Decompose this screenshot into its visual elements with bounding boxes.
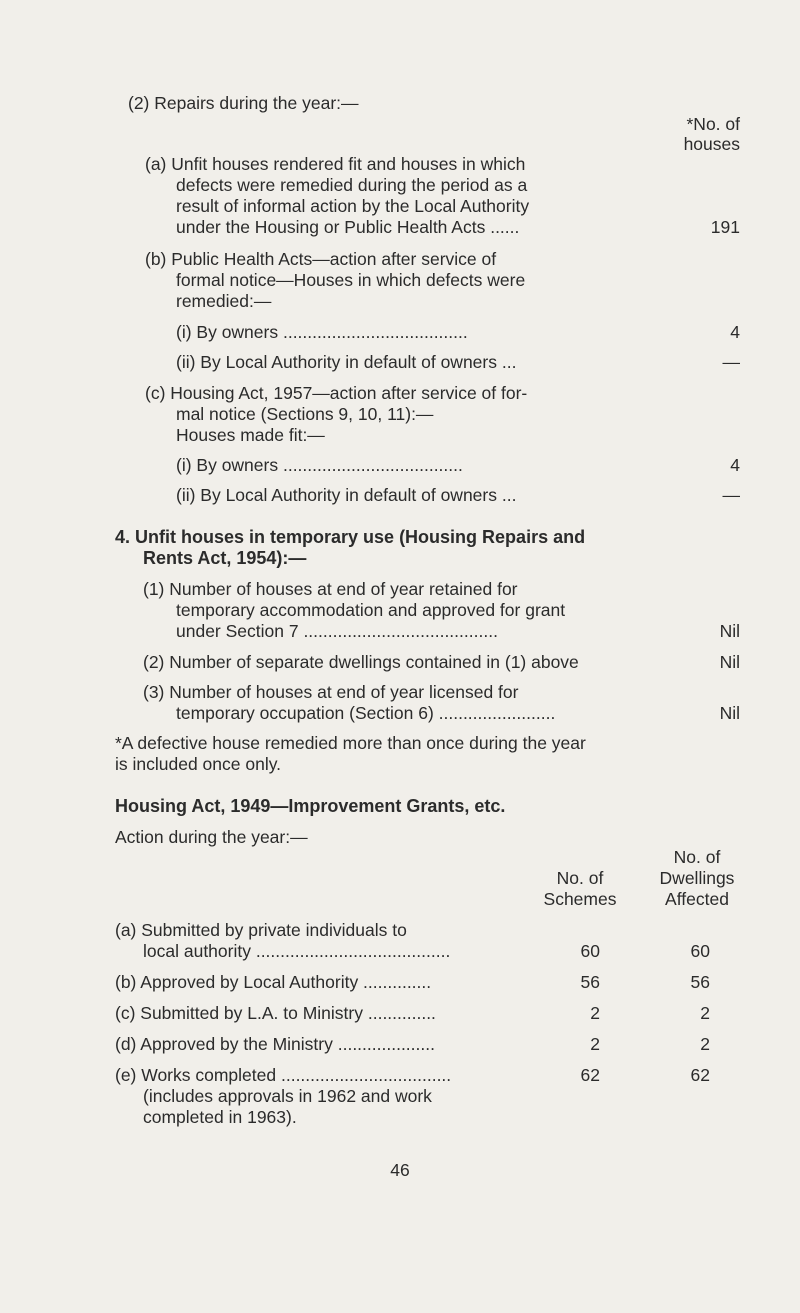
unfit-item3-value: Nil [719,703,740,723]
repairs-heading: (2) Repairs during the year:— [128,93,359,113]
repairs-a-line1: (a) Unfit houses rendered fit and houses in which [145,154,526,174]
repairs-col-header-2: houses [683,134,740,154]
footnote-line2: is included once only. [115,754,282,774]
repairs-a-value: 191 [710,217,740,237]
grants-subheading: Action during the year:— [115,827,308,847]
repairs-c-i-value: 4 [730,455,740,475]
grants-row-e-schemes: 62 [580,1065,600,1085]
repairs-c-line3: Houses made fit:— [176,425,325,445]
unfit-item3-line1: (3) Number of houses at end of year licensed for [143,682,519,702]
grants-row-c-schemes: 2 [590,1003,600,1023]
col-dwellings-header-2: Dwellings [659,868,735,888]
repairs-c-line2: mal notice (Sections 9, 10, 11):— [176,404,434,424]
repairs-b-i-value: 4 [730,322,740,342]
grants-row-d-dwellings: 2 [700,1034,710,1054]
unfit-item2-label: (2) Number of separate dwellings contained in (1) above [143,652,579,672]
repairs-a-line3: result of informal action by the Local Authority [176,196,530,216]
grants-heading: Housing Act, 1949—Improvement Grants, etc. [115,796,506,816]
grants-row-e-label: (e) Works completed ................................... [115,1065,452,1085]
grants-row-a-label: (a) Submitted by private individuals to [115,920,407,940]
unfit-heading-line1: 4. Unfit houses in temporary use (Housing Repairs and [115,527,586,547]
unfit-item2-value: Nil [719,652,740,672]
unfit-item1-line2: temporary accommodation and approved for grant [176,600,566,620]
grants-row-e-dwellings: 62 [690,1065,710,1085]
grants-row-d-schemes: 2 [590,1034,600,1054]
footnote-line1: *A defective house remedied more than once during the year [115,733,586,753]
repairs-c-ii-value: — [722,485,740,505]
unfit-item1-line1: (1) Number of houses at end of year retained for [143,579,518,599]
repairs-b-line3: remedied:— [176,291,272,311]
grants-row-d-label: (d) Approved by the Ministry .................... [115,1034,435,1054]
unfit-heading-line2: Rents Act, 1954):— [143,548,307,568]
repairs-col-header-1: *No. of [686,114,740,134]
repairs-c-line1: (c) Housing Act, 1957—action after service of for- [145,383,528,403]
grants-row-b-label: (b) Approved by Local Authority .............. [115,972,432,992]
repairs-c-ii-label: (ii) By Local Authority in default of owners ... [176,485,517,505]
grants-row-a-dwellings: 60 [690,941,710,961]
unfit-item1-line3: under Section 7 ........................................ [176,621,498,641]
col-schemes-header-2: Schemes [543,889,617,909]
unfit-item1-value: Nil [719,621,740,641]
grants-row-b-dwellings: 56 [690,972,710,992]
page-number: 46 [390,1160,410,1180]
col-dwellings-header-3: Affected [665,889,729,909]
repairs-b-ii-label: (ii) By Local Authority in default of owners ... [176,352,517,372]
unfit-item3-line2: temporary occupation (Section 6) ........................ [176,703,556,723]
grants-row-a-label2: local authority ........................................ [143,941,451,961]
grants-note-line1: (includes approvals in 1962 and work [143,1086,432,1106]
repairs-b-i-label: (i) By owners ...................................... [176,322,468,342]
grants-row-c-dwellings: 2 [700,1003,710,1023]
repairs-a-line4: under the Housing or Public Health Acts ...... [176,217,520,237]
col-schemes-header-1: No. of [556,868,604,888]
repairs-b-ii-value: — [722,352,740,372]
repairs-a-line2: defects were remedied during the period as a [176,175,528,195]
repairs-b-line1: (b) Public Health Acts—action after service of [145,249,497,269]
grants-note-line2: completed in 1963). [143,1107,297,1127]
grants-row-c-label: (c) Submitted by L.A. to Ministry .............. [115,1003,436,1023]
repairs-b-line2: formal notice—Houses in which defects were [176,270,526,290]
grants-row-b-schemes: 56 [580,972,600,992]
repairs-c-i-label: (i) By owners ..................................... [176,455,463,475]
col-dwellings-header-1: No. of [673,847,721,867]
grants-row-a-schemes: 60 [580,941,600,961]
